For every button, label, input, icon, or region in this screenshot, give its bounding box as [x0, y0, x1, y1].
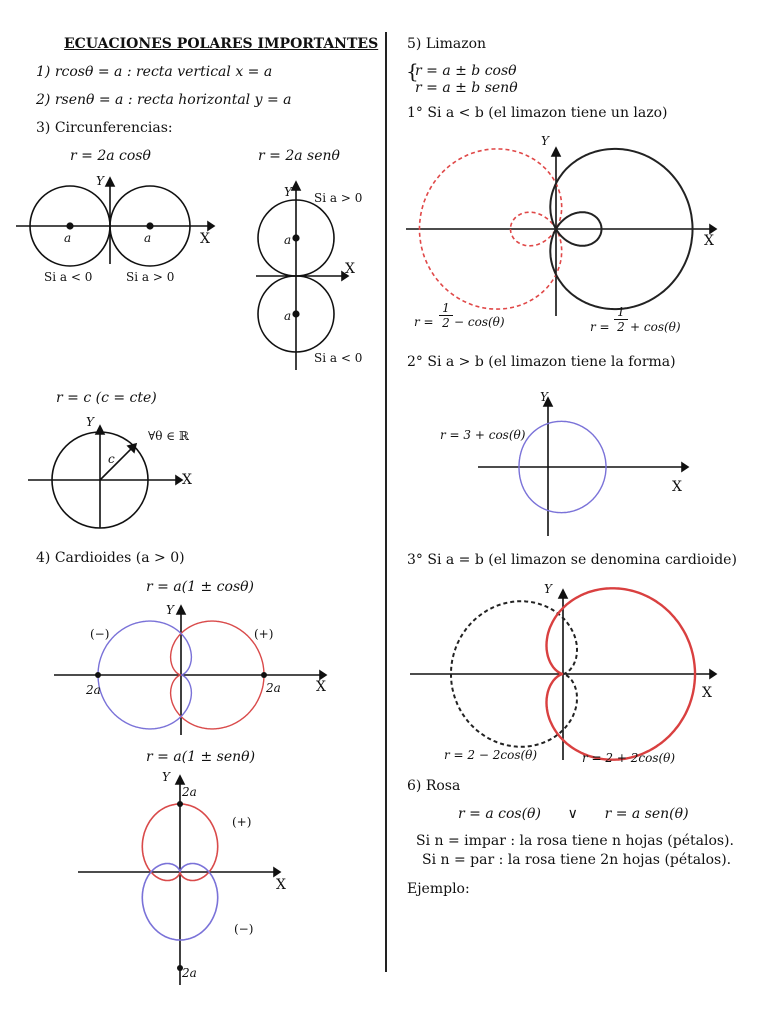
- circ-sen-center-bottom: a: [284, 309, 292, 323]
- equation-5-heading: 5) Limazon: [407, 36, 487, 52]
- page-title: ECUACIONES POLARES IMPORTANTES: [64, 36, 379, 52]
- card-cos-x-label: X: [316, 679, 326, 695]
- case-1-heading: 1° Si a < b (el limazon tiene un lazo): [407, 105, 668, 121]
- circ-sen-formula: r = 2a senθ: [258, 148, 340, 164]
- card-sen-bottom-2a: 2a: [182, 966, 197, 980]
- rose-even-rule: Si n = par : la rosa tiene 2n hojas (pétalos).: [422, 852, 732, 868]
- card-sen-x-label: X: [276, 877, 286, 893]
- limazon-brace: {: [406, 59, 419, 83]
- case3-y-arrow: [559, 590, 567, 598]
- equation-4-heading: 4) Cardioides (a > 0): [36, 550, 185, 566]
- card-sen-formula: r = a(1 ± senθ): [146, 749, 256, 765]
- card-cos-left-2a: 2a: [86, 683, 101, 697]
- case1-plus-fraction: 1 2: [614, 306, 628, 333]
- example-heading: Ejemplo:: [407, 881, 470, 897]
- case3-y-label: Y: [544, 582, 552, 596]
- circ-sen-center-top: a: [284, 233, 292, 247]
- case3-right-label: r = 2 + 2cos(θ): [582, 751, 676, 765]
- circ-sen-x-label: X: [345, 261, 355, 277]
- case2-x-label: X: [672, 479, 682, 495]
- circ-sen-y-label: Y: [284, 185, 292, 199]
- circ-c-formula: r = c (c = cte): [56, 390, 157, 406]
- circ-c-x-label: X: [182, 472, 192, 488]
- equation-3-heading: 3) Circunferencias:: [36, 120, 173, 136]
- card-cos-formula: r = a(1 ± cosθ): [146, 579, 255, 595]
- card-cos-y-label: Y: [166, 603, 174, 617]
- circ-c-forall: ∀θ ∈ ℝ: [148, 429, 189, 443]
- equation-1: 1) rcosθ = a : recta vertical x = a: [36, 64, 273, 80]
- case1-plus-label-rhs: + cos(θ): [630, 320, 681, 334]
- case-3-heading: 3° Si a = b (el limazon se denomina cardioide): [407, 552, 737, 568]
- circ-cos-cond-right: Si a > 0: [126, 270, 175, 284]
- case3-x-arrow: [710, 670, 716, 678]
- rose-equation: r = a cos(θ) ∨ r = a sen(θ): [458, 806, 689, 822]
- card-sen-y-label: Y: [162, 770, 170, 784]
- case1-y-label: Y: [541, 134, 549, 148]
- circ-cos-center-right: a: [144, 231, 152, 245]
- case2-label: r = 3 + cos(θ): [440, 428, 526, 442]
- circ-cos-y-label: Y: [96, 174, 104, 188]
- circ-c-y-label: Y: [86, 415, 94, 429]
- limazon-eq-cos: r = a ± b cosθ: [415, 63, 517, 79]
- circ-cos-formula: r = 2a cosθ: [70, 148, 151, 164]
- equation-6-heading: 6) Rosa: [407, 778, 461, 794]
- case2-y-label: Y: [540, 390, 548, 404]
- case1-minus-label-rhs: − cos(θ): [454, 315, 505, 329]
- case3-x-label: X: [702, 685, 712, 701]
- circ-sen-cond-top: Si a > 0: [314, 191, 363, 205]
- case3-left-label: r = 2 − 2cos(θ): [444, 748, 538, 762]
- card-cos-right-2a: 2a: [266, 681, 281, 695]
- card-cos-plus-label: (+): [254, 627, 274, 641]
- card-sen-plus-label: (+): [232, 815, 252, 829]
- circ-c-radius-label: c: [108, 452, 115, 466]
- limazon-eq-sen: r = a ± b senθ: [415, 80, 518, 96]
- circ-cos-center-left: a: [64, 231, 72, 245]
- case1-x-label: X: [704, 233, 714, 249]
- case-2-heading: 2° Si a > b (el limazon tiene la forma): [407, 354, 676, 370]
- card-cos-minus-label: (−): [90, 627, 110, 641]
- rose-odd-rule: Si n = impar : la rosa tiene n hojas (pétalos).: [416, 833, 734, 849]
- case1-minus-fraction: 1 2: [439, 302, 453, 329]
- card-sen-minus-label: (−): [234, 922, 254, 936]
- card-sen-top-2a: 2a: [182, 785, 197, 799]
- circ-sen-cond-bottom: Si a < 0: [314, 351, 363, 365]
- circ-cos-cond-left: Si a < 0: [44, 270, 93, 284]
- case1-minus-label-lhs: r =: [414, 315, 434, 329]
- equation-2: 2) rsenθ = a : recta horizontal y = a: [36, 92, 292, 108]
- case1-plus-label-lhs: r =: [590, 320, 610, 334]
- circ-cos-x-label: X: [200, 231, 210, 247]
